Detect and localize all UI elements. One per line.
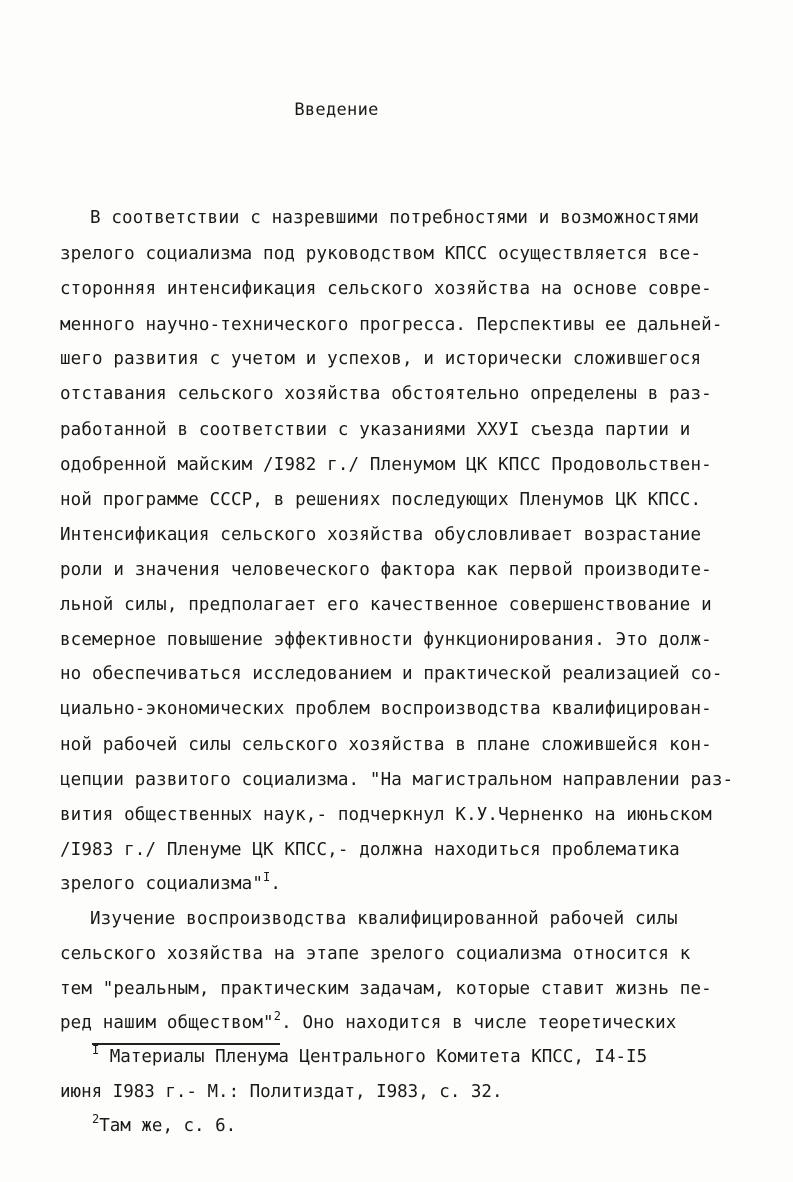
text-line: льной силы, предполагает его качественное совершенствование и: [60, 595, 712, 615]
text-line: всемерное повышение эффективности функционирования. Это долж-: [60, 630, 712, 650]
text-line: роли и значения человеческого фактора как первой производите-: [60, 560, 712, 580]
text-line: /I983 г./ Пленуме ЦК КПСС,- должна находиться проблематика: [60, 840, 680, 860]
footnote-2-line: [92, 1114, 236, 1138]
text-line: Изучение воспроизводства квалифицированной рабочей силы: [90, 909, 678, 929]
text-line: сторонняя интенсификация сельского хозяйства на основе совре-: [60, 279, 712, 299]
footnote-ref-1: I: [263, 870, 271, 884]
text-line: циально-экономических проблем воспроизводства квалифицирован-: [60, 699, 712, 719]
text-line: работанной в соответствии с указаниями XXУI съезда партии и: [60, 420, 691, 440]
text-line: Интенсификация сельского хозяйства обусловливает возрастание: [60, 525, 702, 545]
footnote-1-line-1: [92, 1045, 647, 1069]
line-text: зрелого социализма": [60, 874, 264, 894]
text-line-with-footnote: [60, 1011, 676, 1035]
text-line: тем "реальным, практическим задачам, которые ставит жизнь пе-: [60, 979, 712, 999]
text-line: В соответствии с назревшими потребностями и возможностями: [90, 208, 700, 228]
text-line: ной программе СССР, в решениях последующих Пленумов ЦК КПСС.: [60, 490, 702, 510]
footnote-1-mark: I: [92, 1043, 100, 1057]
text-line: отставания сельского хозяйства обстоятельно определены в раз-: [60, 384, 712, 404]
text-line: вития общественных наук,- подчеркнул К.У.Черненко на июньском: [60, 805, 712, 825]
line-text: ред нашим обществом": [60, 1013, 274, 1033]
line-tail: . Оно находится в числе теоретических: [281, 1013, 677, 1033]
page-title: Введение: [294, 100, 379, 120]
text-line: цепции развитого социализма. "На магистральном направлении раз-: [60, 770, 734, 790]
line-tail: .: [270, 874, 282, 894]
text-line: менного научно-технического прогресса. Перспективы ее дальней-: [60, 315, 723, 335]
text-line: шего развития с учетом и успехов, и исторически сложившегося: [60, 349, 702, 369]
text-line: ной рабочей силы сельского хозяйства в плане сложившейся кон-: [60, 735, 712, 755]
text-line: зрелого социализма под руководством КПСС осуществляется все-: [60, 244, 702, 264]
footnote-2-mark: 2: [92, 1112, 100, 1126]
footnote-1-text: Материалы Пленума Центрального Комитета КПСС, I4-I5: [99, 1047, 648, 1067]
footnote-1-line-2: июня I983 г.- М.: Политиздат, I983, с. 32.: [60, 1082, 503, 1102]
text-line: одобренной майским /I982 г./ Пленумом ЦК КПСС Продовольствен-: [60, 455, 712, 475]
text-line: сельского хозяйства на этапе зрелого социализма относится к: [60, 944, 691, 964]
text-line-with-footnote: [60, 872, 281, 896]
text-line: но обеспечиваться исследованием и практической реализацией со-: [60, 664, 723, 684]
footnote-2-text: Там же, с. 6.: [99, 1116, 237, 1136]
footnote-ref-2: 2: [273, 1009, 282, 1023]
